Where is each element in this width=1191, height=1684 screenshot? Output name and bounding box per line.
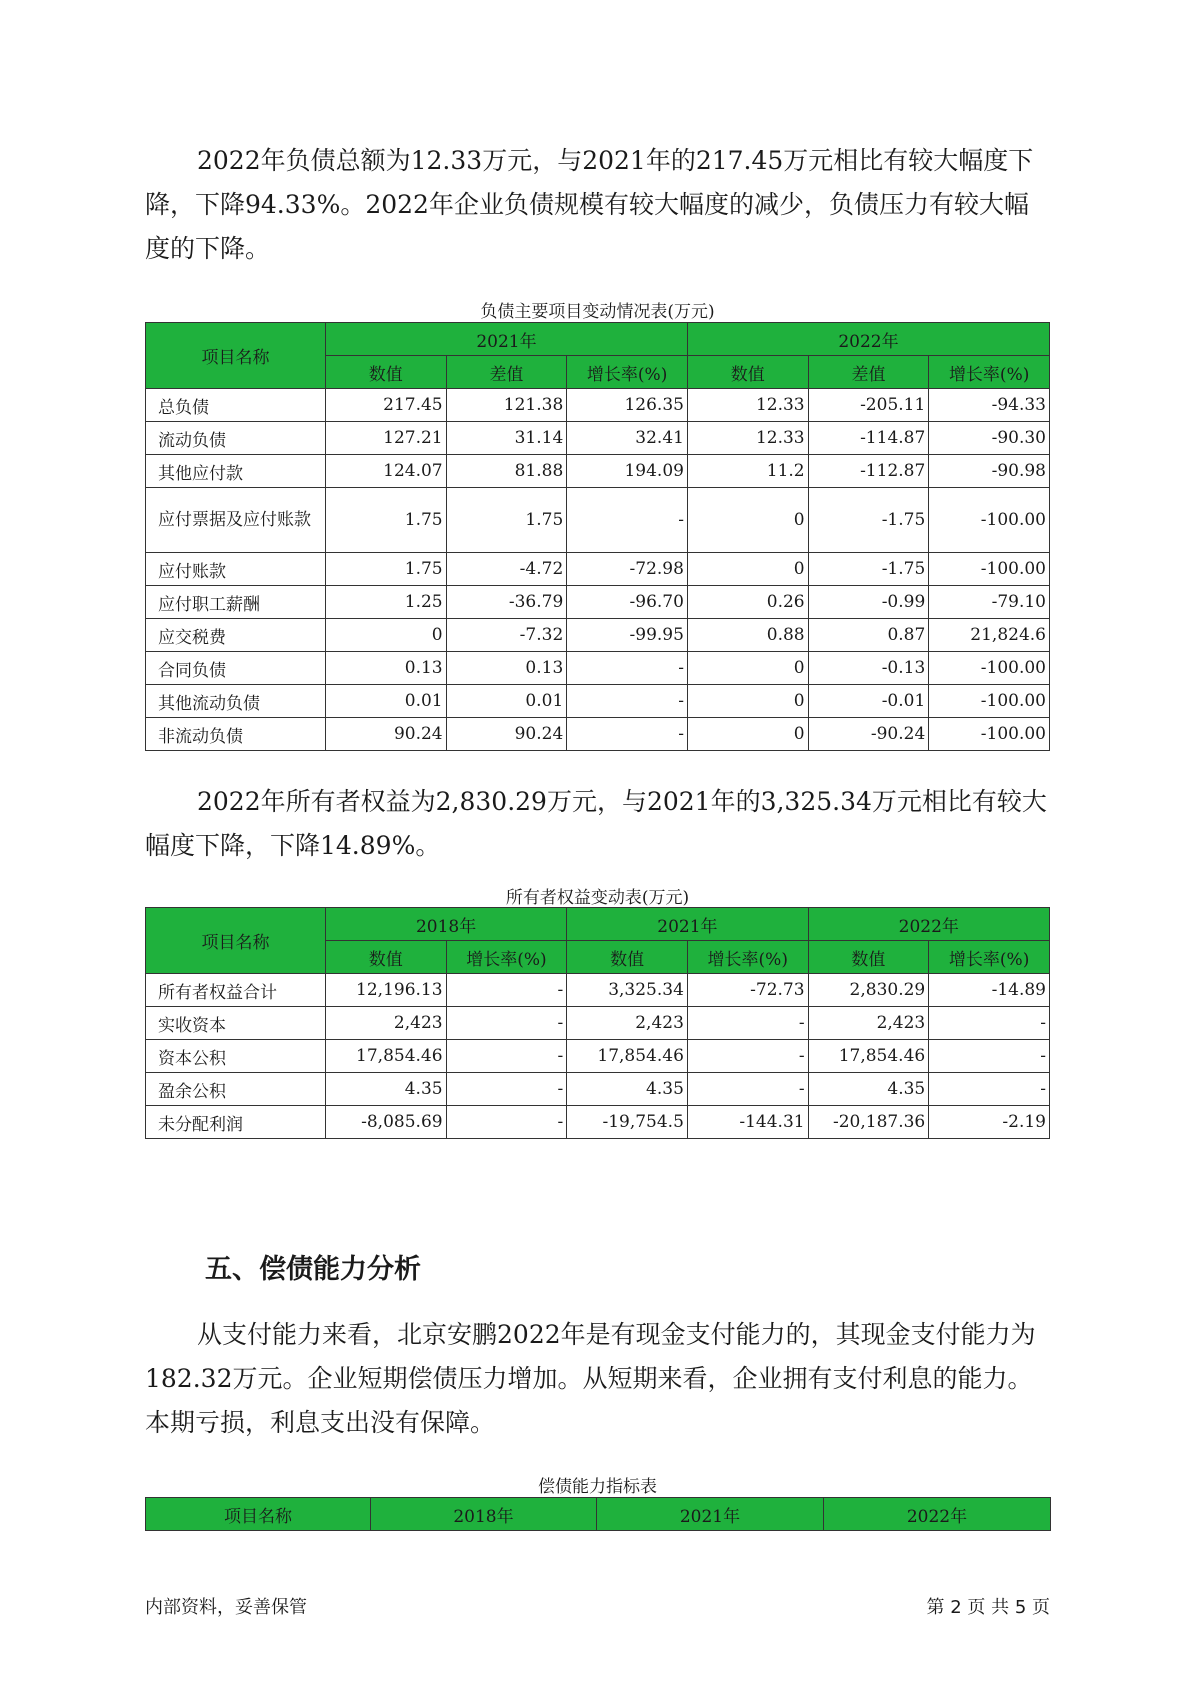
table-row <box>146 685 1050 718</box>
subheader: 增长率(%) <box>567 356 688 389</box>
footer-page-number: 第 2 页 共 5 页 <box>926 1597 1050 1618</box>
table-cell: -100.00 <box>929 685 1050 718</box>
table-cell: 1.25 <box>325 586 446 619</box>
table-cell: -4.72 <box>446 553 567 586</box>
table-cell: - <box>446 1040 567 1073</box>
table-cell: -100.00 <box>929 718 1050 751</box>
table-row <box>146 619 1050 652</box>
table-cell: -205.11 <box>808 389 929 422</box>
footer-confidential: 内部资料，妥善保管 <box>145 1597 307 1618</box>
table-cell: 127.21 <box>325 422 446 455</box>
subheader: 数值 <box>808 941 929 974</box>
table-cell: 90.24 <box>325 718 446 751</box>
row-label: 其他流动负债 <box>146 685 326 718</box>
table-cell: -0.01 <box>808 685 929 718</box>
row-label: 应付账款 <box>146 553 326 586</box>
table-cell: 90.24 <box>446 718 567 751</box>
table-cell: 121.38 <box>446 389 567 422</box>
table-cell: -100.00 <box>929 652 1050 685</box>
section-heading: 五、偿债能力分析 <box>205 1254 421 1285</box>
header-year-2018: 2018年 <box>371 1498 597 1531</box>
table-cell: 0.13 <box>325 652 446 685</box>
row-label: 总负债 <box>146 389 326 422</box>
table-cell: -90.30 <box>929 422 1050 455</box>
header-year-2022: 2022年 <box>808 908 1049 941</box>
table-cell: 11.2 <box>687 455 808 488</box>
table-row <box>146 553 1050 586</box>
header-year-2022: 2022年 <box>824 1498 1051 1531</box>
table-cell: 0.01 <box>446 685 567 718</box>
header-year-2018: 2018年 <box>325 908 566 941</box>
table-cell: 12,196.13 <box>325 974 446 1007</box>
table-cell: 1.75 <box>446 488 567 553</box>
table-cell: -90.24 <box>808 718 929 751</box>
table-cell: 2,830.29 <box>808 974 929 1007</box>
subheader: 增长率(%) <box>929 941 1050 974</box>
subheader: 数值 <box>687 356 808 389</box>
table-cell: - <box>929 1007 1050 1040</box>
row-label: 其他应付款 <box>146 455 326 488</box>
table-cell: 0 <box>687 685 808 718</box>
table-cell: 0 <box>687 652 808 685</box>
table-cell: -94.33 <box>929 389 1050 422</box>
table-row <box>146 455 1050 488</box>
table-cell: 194.09 <box>567 455 688 488</box>
table-cell: -99.95 <box>567 619 688 652</box>
table-row <box>146 718 1050 751</box>
table-cell: - <box>446 974 567 1007</box>
table-cell: 31.14 <box>446 422 567 455</box>
header-item-name: 项目名称 <box>146 908 326 974</box>
liabilities-table <box>145 322 1050 751</box>
row-label: 所有者权益合计 <box>146 974 326 1007</box>
table-cell: - <box>687 1040 808 1073</box>
table1-caption: 负债主要项目变动情况表(万元) <box>480 302 715 322</box>
table-cell: -114.87 <box>808 422 929 455</box>
table-cell: - <box>929 1040 1050 1073</box>
row-label: 非流动负债 <box>146 718 326 751</box>
table-cell: 12.33 <box>687 389 808 422</box>
table-cell: 217.45 <box>325 389 446 422</box>
table-cell: -1.75 <box>808 488 929 553</box>
table-row <box>146 488 1050 553</box>
paragraph-liabilities: 2022年负债总额为12.33万元，与2021年的217.45万元相比有较大幅度下降，下降94.33%。2022年企业负债规模有较大幅度的减少，负债压力有较大幅度的下降。 <box>145 146 1034 263</box>
row-label: 应交税费 <box>146 619 326 652</box>
table-cell: - <box>567 488 688 553</box>
paragraph-solvency: 从支付能力来看，北京安鹏2022年是有现金支付能力的，其现金支付能力为182.32万元。企业短期偿债压力增加。从短期来看，企业拥有支付利息的能力。本期亏损，利息支出没有保障。 <box>145 1320 1036 1437</box>
subheader: 差值 <box>446 356 567 389</box>
table-cell: - <box>929 1073 1050 1106</box>
subheader: 数值 <box>567 941 688 974</box>
row-label: 应付票据及应付账款 <box>146 488 326 553</box>
header-year-2021: 2021年 <box>597 1498 824 1531</box>
table-row <box>146 586 1050 619</box>
table-row <box>146 1007 1050 1040</box>
table-cell: -8,085.69 <box>325 1106 446 1139</box>
table-row <box>146 974 1050 1007</box>
table-cell: 124.07 <box>325 455 446 488</box>
row-label: 实收资本 <box>146 1007 326 1040</box>
table-row <box>146 1106 1050 1139</box>
table-row <box>146 422 1050 455</box>
table2-body <box>146 974 1050 1139</box>
table-cell: 0.13 <box>446 652 567 685</box>
table-cell: 17,854.46 <box>808 1040 929 1073</box>
table-cell: 17,854.46 <box>325 1040 446 1073</box>
subheader: 增长率(%) <box>687 941 808 974</box>
table-cell: -1.75 <box>808 553 929 586</box>
subheader: 数值 <box>325 356 446 389</box>
table-cell: - <box>567 652 688 685</box>
table3-caption: 偿债能力指标表 <box>538 1477 657 1497</box>
header-year-2021: 2021年 <box>325 323 687 356</box>
table-cell: -100.00 <box>929 553 1050 586</box>
table-cell: 1.75 <box>325 553 446 586</box>
table-cell: 32.41 <box>567 422 688 455</box>
table-row <box>146 1073 1050 1106</box>
table-cell: 2,423 <box>325 1007 446 1040</box>
table-cell: 81.88 <box>446 455 567 488</box>
table-cell: 12.33 <box>687 422 808 455</box>
subheader: 差值 <box>808 356 929 389</box>
table-cell: 0.87 <box>808 619 929 652</box>
table-cell: -96.70 <box>567 586 688 619</box>
paragraph-equity: 2022年所有者权益为2,830.29万元，与2021年的3,325.34万元相比有较大幅度下降，下降14.89%。 <box>145 787 1047 860</box>
table-cell: - <box>446 1106 567 1139</box>
table-cell: 1.75 <box>325 488 446 553</box>
table-cell: -14.89 <box>929 974 1050 1007</box>
table-cell: 0 <box>325 619 446 652</box>
table-cell: -144.31 <box>687 1106 808 1139</box>
header-year-2021: 2021年 <box>567 908 808 941</box>
table-cell: 2,423 <box>567 1007 688 1040</box>
table-cell: - <box>446 1073 567 1106</box>
table-cell: -20,187.36 <box>808 1106 929 1139</box>
row-label: 盈余公积 <box>146 1073 326 1106</box>
table-cell: 3,325.34 <box>567 974 688 1007</box>
table-cell: 0 <box>687 553 808 586</box>
row-label: 未分配利润 <box>146 1106 326 1139</box>
header-item-name: 项目名称 <box>146 323 326 389</box>
table-cell: -19,754.5 <box>567 1106 688 1139</box>
table-cell: -36.79 <box>446 586 567 619</box>
row-label: 流动负债 <box>146 422 326 455</box>
row-label: 资本公积 <box>146 1040 326 1073</box>
table-cell: -0.99 <box>808 586 929 619</box>
table-cell: 0 <box>687 488 808 553</box>
table-cell: - <box>687 1007 808 1040</box>
row-label: 应付职工薪酬 <box>146 586 326 619</box>
table-cell: -90.98 <box>929 455 1050 488</box>
table-cell: 2,423 <box>808 1007 929 1040</box>
table-cell: -7.32 <box>446 619 567 652</box>
table-cell: - <box>567 718 688 751</box>
subheader: 增长率(%) <box>446 941 567 974</box>
table2-caption: 所有者权益变动表(万元) <box>505 888 690 908</box>
table-cell: 0.26 <box>687 586 808 619</box>
table-cell: -72.73 <box>687 974 808 1007</box>
header-year-2022: 2022年 <box>687 323 1049 356</box>
table-cell: -100.00 <box>929 488 1050 553</box>
equity-table <box>145 907 1050 1139</box>
table-cell: 126.35 <box>567 389 688 422</box>
table-cell: -2.19 <box>929 1106 1050 1139</box>
table-cell: - <box>446 1007 567 1040</box>
table-row <box>146 389 1050 422</box>
table-row <box>146 652 1050 685</box>
table-cell: - <box>687 1073 808 1106</box>
table-cell: -72.98 <box>567 553 688 586</box>
table-cell: - <box>567 685 688 718</box>
table-cell: 17,854.46 <box>567 1040 688 1073</box>
table-cell: -112.87 <box>808 455 929 488</box>
table-cell: -0.13 <box>808 652 929 685</box>
subheader: 增长率(%) <box>929 356 1050 389</box>
table-cell: 0.88 <box>687 619 808 652</box>
table-cell: 4.35 <box>808 1073 929 1106</box>
subheader: 数值 <box>325 941 446 974</box>
table-cell: 0.01 <box>325 685 446 718</box>
table-row <box>146 1040 1050 1073</box>
row-label: 合同负债 <box>146 652 326 685</box>
table-cell: 4.35 <box>567 1073 688 1106</box>
solvency-table <box>145 1497 1051 1531</box>
table-cell: 21,824.6 <box>929 619 1050 652</box>
header-item-name: 项目名称 <box>146 1498 371 1531</box>
table1-body <box>146 389 1050 751</box>
table-cell: 0 <box>687 718 808 751</box>
table-cell: 4.35 <box>325 1073 446 1106</box>
table-cell: -79.10 <box>929 586 1050 619</box>
